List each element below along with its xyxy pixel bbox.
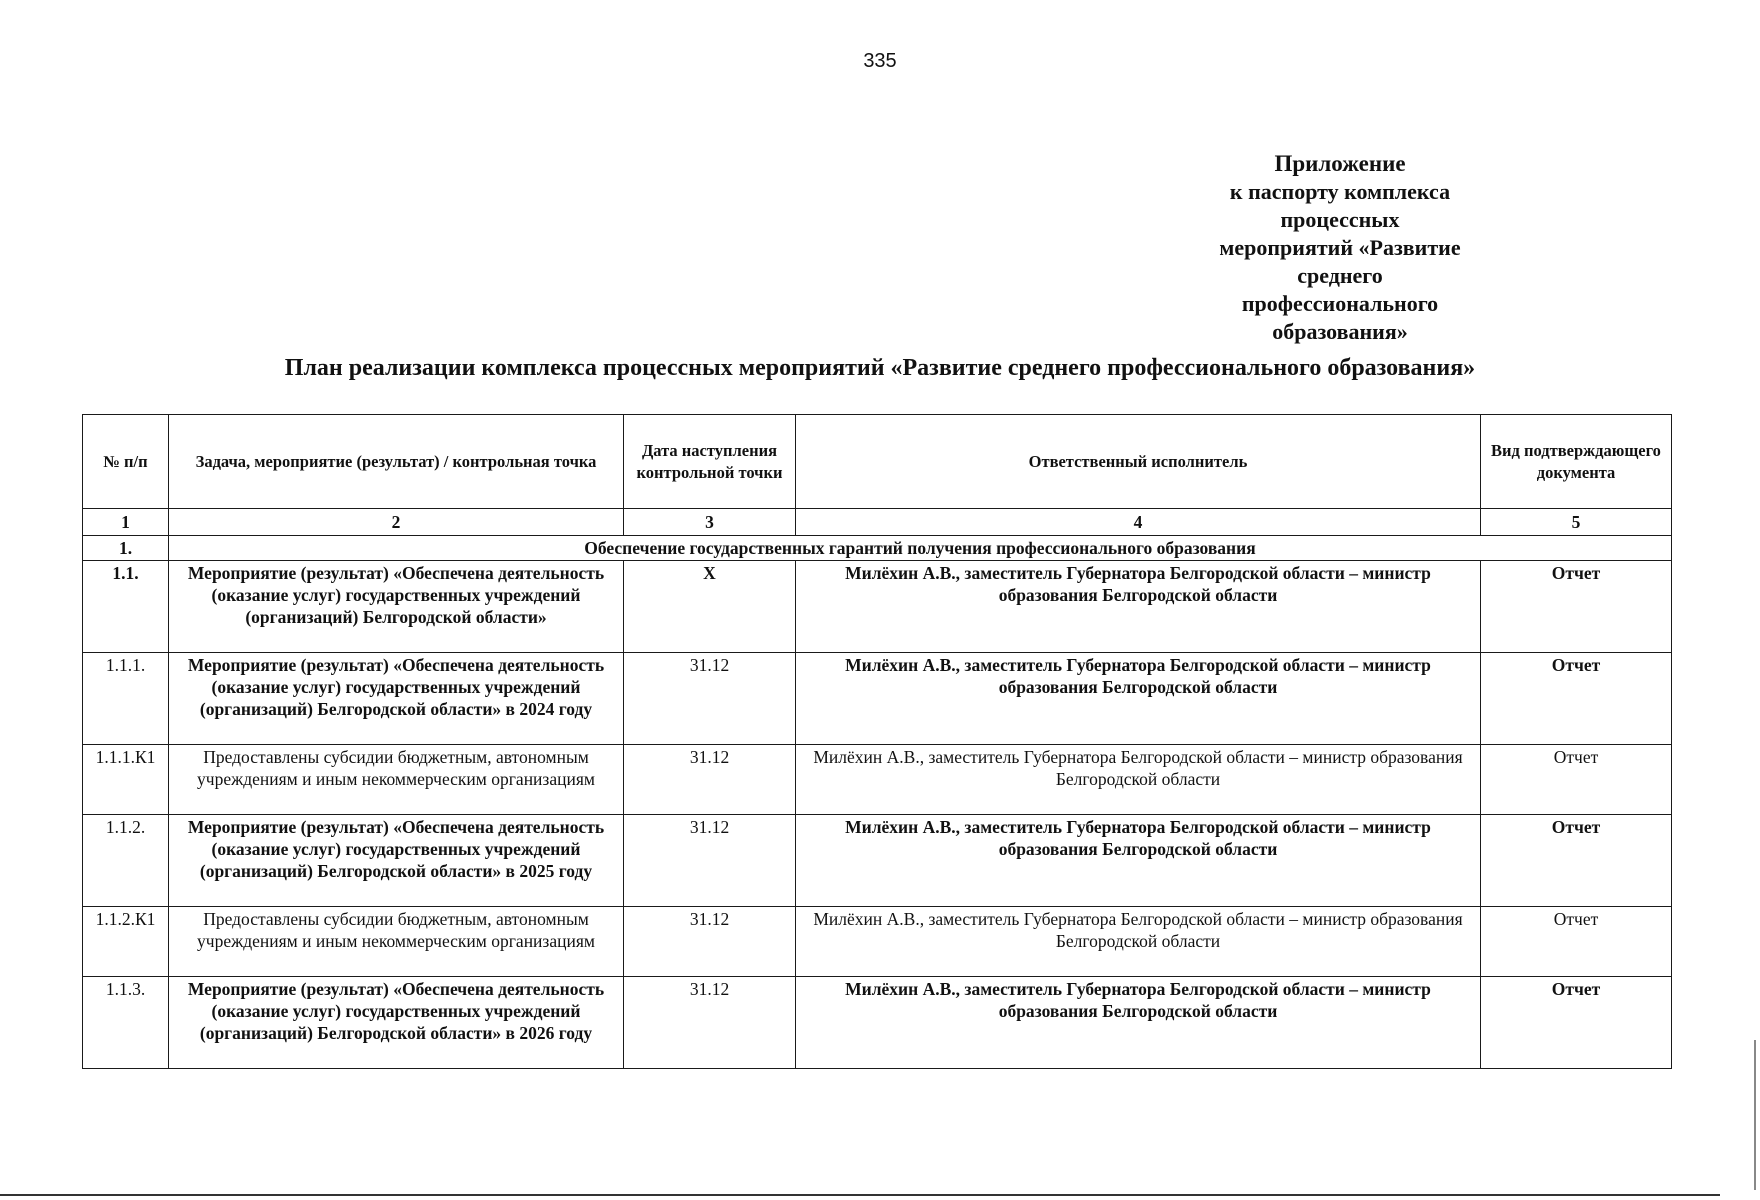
plan-table [82, 414, 1672, 1069]
row-num: 1.1.1.К1 [83, 745, 169, 815]
row-executor: Милёхин А.В., заместитель Губернатора Белгородской области – министр образования Белгородской области [796, 653, 1481, 745]
header-task: Задача, мероприятие (результат) / контрольная точка [169, 415, 624, 509]
appendix-line: профессионального образования» [1241, 291, 1439, 344]
page-number: 335 [863, 50, 897, 72]
column-number: 4 [796, 509, 1481, 536]
row-num: 1.1.3. [83, 977, 169, 1069]
column-number: 5 [1481, 509, 1672, 536]
row-task: Мероприятие (результат) «Обеспечена деятельность (оказание услуг) государственных учреждений (организаций) Белгородской области» [169, 561, 624, 653]
appendix-line: к паспорту комплекса процессных [1229, 179, 1451, 232]
row-num: 1.1.2. [83, 815, 169, 907]
row-date: Х [624, 561, 796, 653]
appendix-heading: Приложение [1274, 151, 1406, 176]
section-row [83, 536, 1672, 561]
row-num: 1.1.1. [83, 653, 169, 745]
plan-title: План реализации комплекса процессных мероприятий «Развитие среднего профессионального образования» [284, 355, 1476, 381]
row-executor: Милёхин А.В., заместитель Губернатора Белгородской области – министр образования Белгородской области [796, 561, 1481, 653]
row-task: Предоставлены субсидии бюджетным, автономным учреждениям и иным некоммерческим организациям [169, 745, 624, 815]
header-executor: Ответственный исполнитель [796, 415, 1481, 509]
row-doc: Отчет [1481, 653, 1672, 745]
table-header-row [83, 415, 1672, 509]
row-num: 1.1.2.К1 [83, 907, 169, 977]
column-number: 2 [169, 509, 624, 536]
row-date: 31.12 [624, 907, 796, 977]
row-doc: Отчет [1481, 745, 1672, 815]
row-date: 31.12 [624, 745, 796, 815]
row-task: Мероприятие (результат) «Обеспечена деятельность (оказание услуг) государственных учреждений (организаций) Белгородской области» в 2025 году [169, 815, 624, 907]
section-num: 1. [83, 536, 169, 561]
header-doc: Вид подтверждающего документа [1481, 415, 1672, 509]
table-row [83, 745, 1672, 815]
row-task: Мероприятие (результат) «Обеспечена деятельность (оказание услуг) государственных учреждений (организаций) Белгородской области» в 2026 году [169, 977, 624, 1069]
row-executor: Милёхин А.В., заместитель Губернатора Белгородской области – министр образования Белгородской области [796, 745, 1481, 815]
section-title: Обеспечение государственных гарантий получения профессионального образования [169, 536, 1672, 561]
row-executor: Милёхин А.В., заместитель Губернатора Белгородской области – министр образования Белгородской области [796, 815, 1481, 907]
row-executor: Милёхин А.В., заместитель Губернатора Белгородской области – министр образования Белгородской области [796, 977, 1481, 1069]
header-num: № п/п [83, 415, 169, 509]
row-doc: Отчет [1481, 561, 1672, 653]
row-date: 31.12 [624, 977, 796, 1069]
table-row [83, 977, 1672, 1069]
appendix-line: мероприятий «Развитие среднего [1219, 235, 1461, 288]
table-row [83, 561, 1672, 653]
row-doc: Отчет [1481, 977, 1672, 1069]
row-date: 31.12 [624, 815, 796, 907]
appendix-note [1180, 150, 1500, 346]
table-row [83, 653, 1672, 745]
bottom-scan-rule [0, 1194, 1720, 1196]
row-task: Предоставлены субсидии бюджетным, автономным учреждениям и иным некоммерческим организациям [169, 907, 624, 977]
row-task: Мероприятие (результат) «Обеспечена деятельность (оказание услуг) государственных учреждений (организаций) Белгородской области» в 2024 году [169, 653, 624, 745]
row-executor: Милёхин А.В., заместитель Губернатора Белгородской области – министр образования Белгородской области [796, 907, 1481, 977]
row-date: 31.12 [624, 653, 796, 745]
column-number: 3 [624, 509, 796, 536]
column-number-row [83, 509, 1672, 536]
row-num: 1.1. [83, 561, 169, 653]
table-row [83, 907, 1672, 977]
right-scan-edge [1754, 1040, 1756, 1190]
column-number: 1 [83, 509, 169, 536]
table-row [83, 815, 1672, 907]
row-doc: Отчет [1481, 815, 1672, 907]
header-date: Дата наступления контрольной точки [624, 415, 796, 509]
row-doc: Отчет [1481, 907, 1672, 977]
